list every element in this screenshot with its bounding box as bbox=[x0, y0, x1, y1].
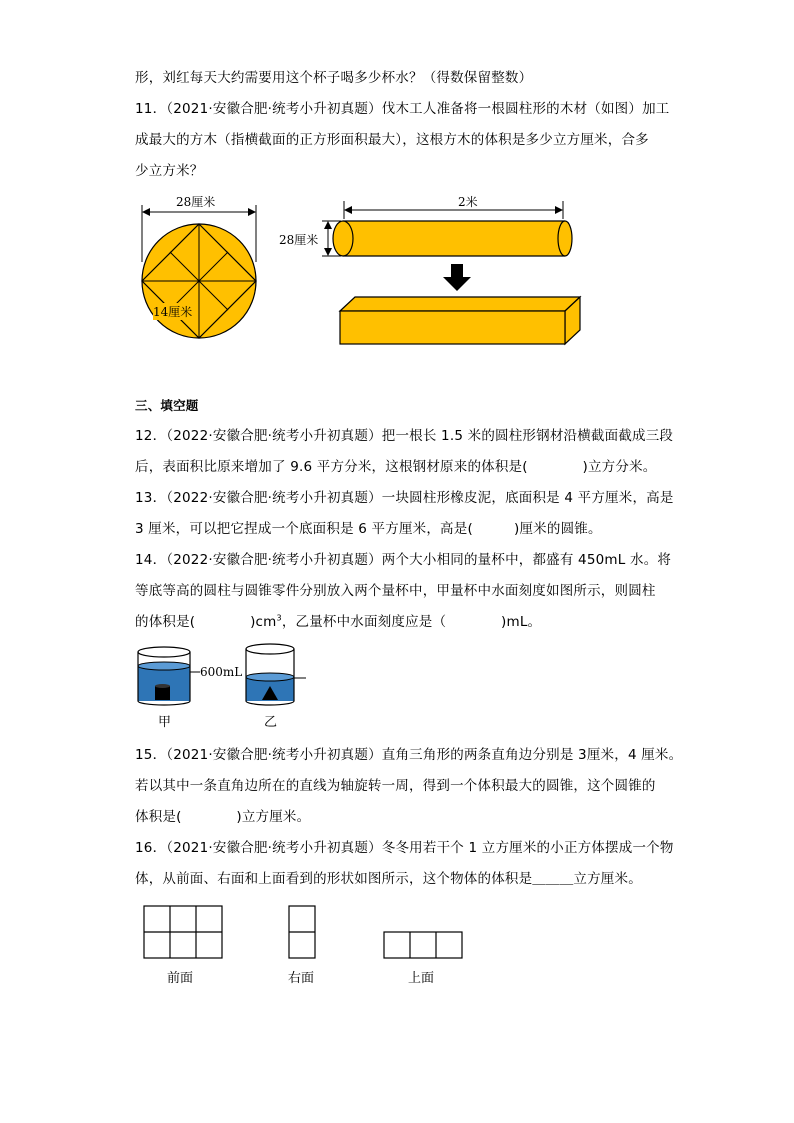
front-view-grid bbox=[144, 906, 222, 958]
diameter-label: 28厘米 bbox=[176, 195, 216, 209]
q13-line2: 3 厘米，可以把它捏成一个底面积是 6 平方厘米，高是( )厘米的圆锥。 bbox=[135, 521, 602, 537]
q14-line1: 14．（2022·安徽合肥·统考小升初真题）两个大小相同的量杯中，都盛有 450mL 水。将 bbox=[135, 552, 672, 568]
q15-line3: 体积是( )立方厘米。 bbox=[135, 809, 311, 825]
q11-line3: 少立方米？ bbox=[135, 163, 204, 179]
q16-line1: 16．（2021·安徽合肥·统考小升初真题）冬冬用若干个 1 立方厘米的小正方体摆成一个物 bbox=[135, 840, 674, 856]
q14-line2: 等底等高的圆柱与圆锥零件分别放入两个量杯中，甲量杯中水面刻度如图所示，则圆柱 bbox=[135, 583, 656, 599]
radius-label: 14厘米 bbox=[153, 305, 193, 319]
right-view-label: 右面 bbox=[288, 971, 315, 986]
right-view-grid bbox=[289, 906, 315, 958]
front-view-label: 前面 bbox=[167, 971, 194, 986]
q11-line2: 成最大的方木（指横截面的正方形面积最大），这根方木的体积是多少立方厘米，合多 bbox=[135, 132, 649, 148]
top-view-grid bbox=[384, 932, 462, 958]
side-diameter-label: 28厘米 bbox=[279, 233, 319, 247]
mark-600ml-label: 600mL bbox=[200, 665, 243, 679]
cup-b-label: 乙 bbox=[264, 715, 278, 730]
q16-line2: 体，从前面、右面和上面看到的形状如图所示，这个物体的体积是＿＿＿立方厘米。 bbox=[135, 871, 642, 887]
q13-line1: 13．（2022·安徽合肥·统考小升初真题）一块圆柱形橡皮泥，底面积是 4 平方厘米，高是 bbox=[135, 490, 674, 506]
q14-line3: 的体积是( )$cm^3$，乙量杯中水面刻度应是（ )mL。 bbox=[135, 613, 542, 630]
q12-line2: 后，表面积比原来增加了 9.6 平方分米，这根钢材原来的体积是( )立方分米。 bbox=[135, 459, 657, 475]
q10-tail-text: 形，刘红每天大约需要用这个杯子喝多少杯水？（得数保留整数） bbox=[135, 70, 533, 86]
cup-a-label: 甲 bbox=[158, 715, 172, 730]
q12-line1: 12．（2022·安徽合肥·统考小升初真题）把一根长 1.5 米的圆柱形钢材沿横截面截成三段 bbox=[135, 428, 674, 444]
top-view-label: 上面 bbox=[408, 971, 435, 986]
q11-line1: 11．（2021·安徽合肥·统考小升初真题）伐木工人准备将一根圆柱形的木材（如图）加工 bbox=[135, 101, 670, 117]
section-title: 三、填空题 bbox=[135, 398, 199, 413]
q15-line1: 15．（2021·安徽合肥·统考小升初真题）直角三角形的两条直角边分别是 3厘米，4 厘米。 bbox=[135, 747, 683, 763]
length-label: 2米 bbox=[458, 195, 478, 209]
q15-line2: 若以其中一条直角边所在的直线为轴旋转一周，得到一个体积最大的圆锥，这个圆锥的 bbox=[135, 778, 656, 794]
